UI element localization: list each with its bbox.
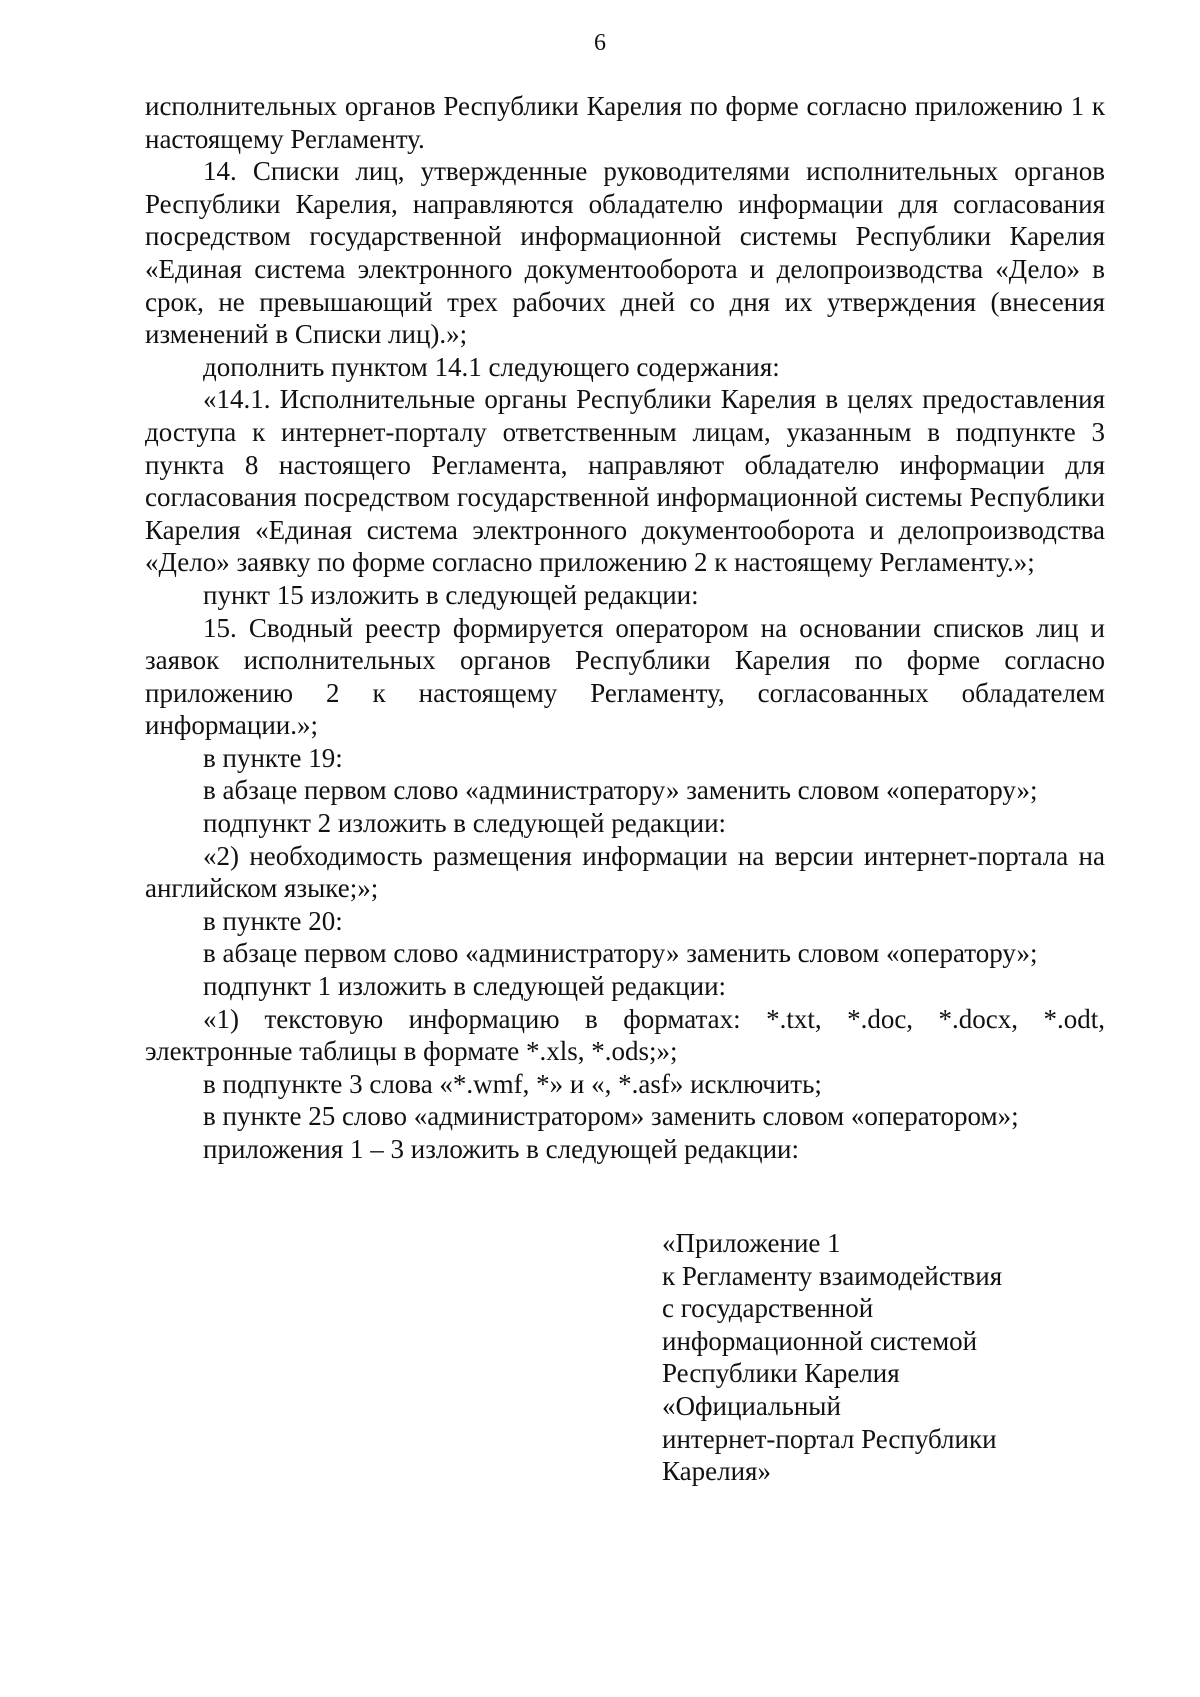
paragraph: пункт 15 изложить в следующей редакции: [203, 579, 699, 610]
paragraph: в абзаце первом слово «администратору» заменить словом «оператору»; [203, 938, 1038, 969]
appendix-line: информационной системой [662, 1325, 978, 1356]
paragraph: подпункт 2 изложить в следующей редакции: [203, 808, 727, 839]
appendix-line: к Регламенту взаимодействия [662, 1260, 1003, 1291]
paragraph: в абзаце первом слово «администратору» заменить словом «оператору»; [203, 775, 1038, 806]
paragraph: в пункте 19: [203, 742, 343, 773]
appendix-line: «Официальный [662, 1390, 841, 1421]
paragraph: в пункте 25 слово «администратором» заменить словом «оператором»; [203, 1101, 1019, 1132]
paragraph: «2) необходимость размещения информации на версии интернет-портала на английском языке;»; [145, 840, 1105, 904]
paragraph: 14. Списки лиц, утвержденные руководителями исполнительных органов Республики Карелия, направляются обладателю информации для согласования посредством государственной информационной системы Республики Карелия «Единая система электронного документооборота и делопроизводства «Дело» в срок, не превышающий трех рабочих дней со дня их утверждения (внесения изменений в Списки лиц).»; [145, 156, 1105, 350]
appendix-line: с государственной [662, 1293, 874, 1324]
appendix-line: интернет-портал Республики [662, 1423, 997, 1454]
paragraph: 15. Сводный реестр формируется оператором на основании списков лиц и заявок исполнительных органов Республики Карелия по форме согласно приложению 2 к настоящему Регламенту, согласованных обладателем информации.»; [145, 612, 1105, 741]
paragraph: в пункте 20: [203, 905, 343, 936]
paragraph: в подпункте 3 слова «*.wmf, *» и «, *.asf» исключить; [203, 1068, 822, 1099]
paragraph: исполнительных органов Республики Карелия по форме согласно приложению 1 к настоящему Регламенту. [145, 91, 1105, 154]
appendix-line: «Приложение 1 [662, 1228, 841, 1258]
paragraph: приложения 1 – 3 изложить в следующей редакции: [203, 1134, 799, 1164]
paragraph: «1) текстовую информацию в форматах: *.txt, *.doc, *.docx, *.odt, электронные таблицы в формате *.xls, *.ods;»; [145, 1003, 1105, 1067]
page-number: 6 [594, 30, 606, 56]
paragraph: дополнить пунктом 14.1 следующего содержания: [203, 351, 780, 382]
appendix-line: Карелия» [662, 1456, 771, 1487]
paragraph: подпункт 1 изложить в следующей редакции: [203, 971, 727, 1002]
appendix-line: Республики Карелия [662, 1358, 900, 1389]
document-body [145, 90, 1105, 1166]
appendix-heading [662, 1227, 1102, 1488]
paragraph: «14.1. Исполнительные органы Республики Карелия в целях предоставления доступа к интернет-порталу ответственным лицам, указанным в подпункте 3 пункта 8 настоящего Регламента, направляют обладателю информации для согласования посредством государственной информационной системы Республики Карелия «Единая система электронного документооборота и делопроизводства «Дело» заявку по форме согласно приложению 2 к настоящему Регламенту.»; [145, 384, 1105, 578]
